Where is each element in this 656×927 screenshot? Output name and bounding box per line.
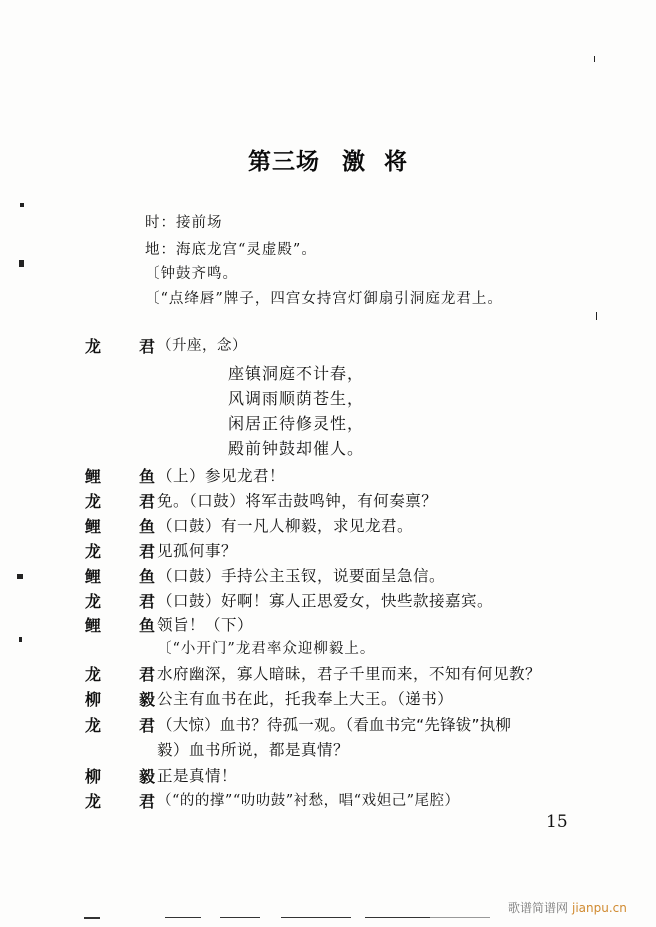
watermark xyxy=(508,899,627,916)
scan-dash xyxy=(165,917,201,918)
speech-line: （口鼓）有一凡人柳毅，求见龙君。 xyxy=(157,517,414,535)
scene-number: 第三场 xyxy=(248,149,320,175)
verse-line: 闲居正待修灵性， xyxy=(228,414,365,433)
scan-speck xyxy=(19,637,22,642)
scan-dash xyxy=(281,917,351,918)
speaker-name: 龙 君 xyxy=(85,542,155,561)
scene-name-char-2: 将 xyxy=(384,149,408,175)
speech-line: （口鼓）手持公主玉钗，说要面呈急信。 xyxy=(157,567,446,585)
speech-line: （“的的撑”“叻叻鼓”衬愁，唱“戏妲己”尾腔） xyxy=(157,793,460,809)
speech-continuation: 毅）血书所说，都是真情？ xyxy=(157,741,350,759)
scene-name-char-1: 激 xyxy=(342,149,366,175)
speaker-name: 鲤 鱼 xyxy=(85,517,155,536)
speaker-name: 龙 君 xyxy=(85,716,155,735)
scan-speck xyxy=(17,574,23,579)
speaker-name: 龙 君 xyxy=(85,492,155,511)
page-number: 15 xyxy=(546,812,568,832)
scan-dash xyxy=(220,917,260,918)
scan-speck xyxy=(19,260,24,267)
speech-line: 正是真情！ xyxy=(157,767,238,785)
stage-time: 时：接前场 xyxy=(145,215,223,231)
speaker-name: 鲤 鱼 xyxy=(85,567,155,586)
speech-line: （上）参见龙君！ xyxy=(157,467,286,485)
speech-line: 领旨！（下） xyxy=(157,616,254,634)
speaker-name: 龙 君 xyxy=(85,792,155,811)
scan-dash xyxy=(84,917,100,919)
speaker-name: 柳 毅 xyxy=(85,767,155,786)
scan-speck xyxy=(20,203,24,207)
speech-line: （大惊）血书？待孤一观。（看血书完“先锋钹”执柳 xyxy=(157,716,512,734)
speech-line: （升座，念） xyxy=(157,338,247,354)
watermark-site-name: 歌谱简谱网 xyxy=(508,901,569,915)
speech-line: （口鼓）好啊！寡人正思爱女，快些款接嘉宾。 xyxy=(157,592,494,610)
speaker-name: 龙 君 xyxy=(85,592,155,611)
stage-entrance: 〔“点绛唇”牌子，四宫女持宫灯御扇引洞庭龙君上。 xyxy=(145,291,503,307)
watermark-url: jianpu.cn xyxy=(572,901,627,915)
speaker-name: 龙 君 xyxy=(85,665,155,684)
speech-line: 见孤何事？ xyxy=(157,542,238,560)
speaker-name: 龙 君 xyxy=(85,337,155,356)
stage-music-cue: 〔“小开门”龙君率众迎柳毅上。 xyxy=(157,641,376,657)
stage-place: 地：海底龙宫“灵虚殿”。 xyxy=(145,242,317,258)
scene-title xyxy=(0,143,656,176)
scan-speck xyxy=(594,56,595,62)
verse-line: 殿前钟鼓却催人。 xyxy=(228,439,365,458)
scan-dash xyxy=(430,917,490,918)
speech-line: 水府幽深，寡人暗昧，君子千里而来，不知有何见教？ xyxy=(157,665,542,683)
speech-line: 免。（口鼓）将军击鼓鸣钟，有何奏禀？ xyxy=(157,492,438,510)
stage-sound-cue: 〔钟鼓齐鸣。 xyxy=(145,266,238,282)
speech-line: 公主有血书在此，托我奉上大王。（递书） xyxy=(157,690,454,708)
scan-speck xyxy=(596,312,597,320)
scan-dash xyxy=(365,917,430,918)
verse-line: 风调雨顺荫苍生， xyxy=(228,389,365,408)
speaker-name: 鲤 鱼 xyxy=(85,616,155,635)
speaker-name: 鲤 鱼 xyxy=(85,467,155,486)
speaker-name: 柳 毅 xyxy=(85,690,155,709)
verse-line: 座镇洞庭不计春， xyxy=(228,364,365,383)
